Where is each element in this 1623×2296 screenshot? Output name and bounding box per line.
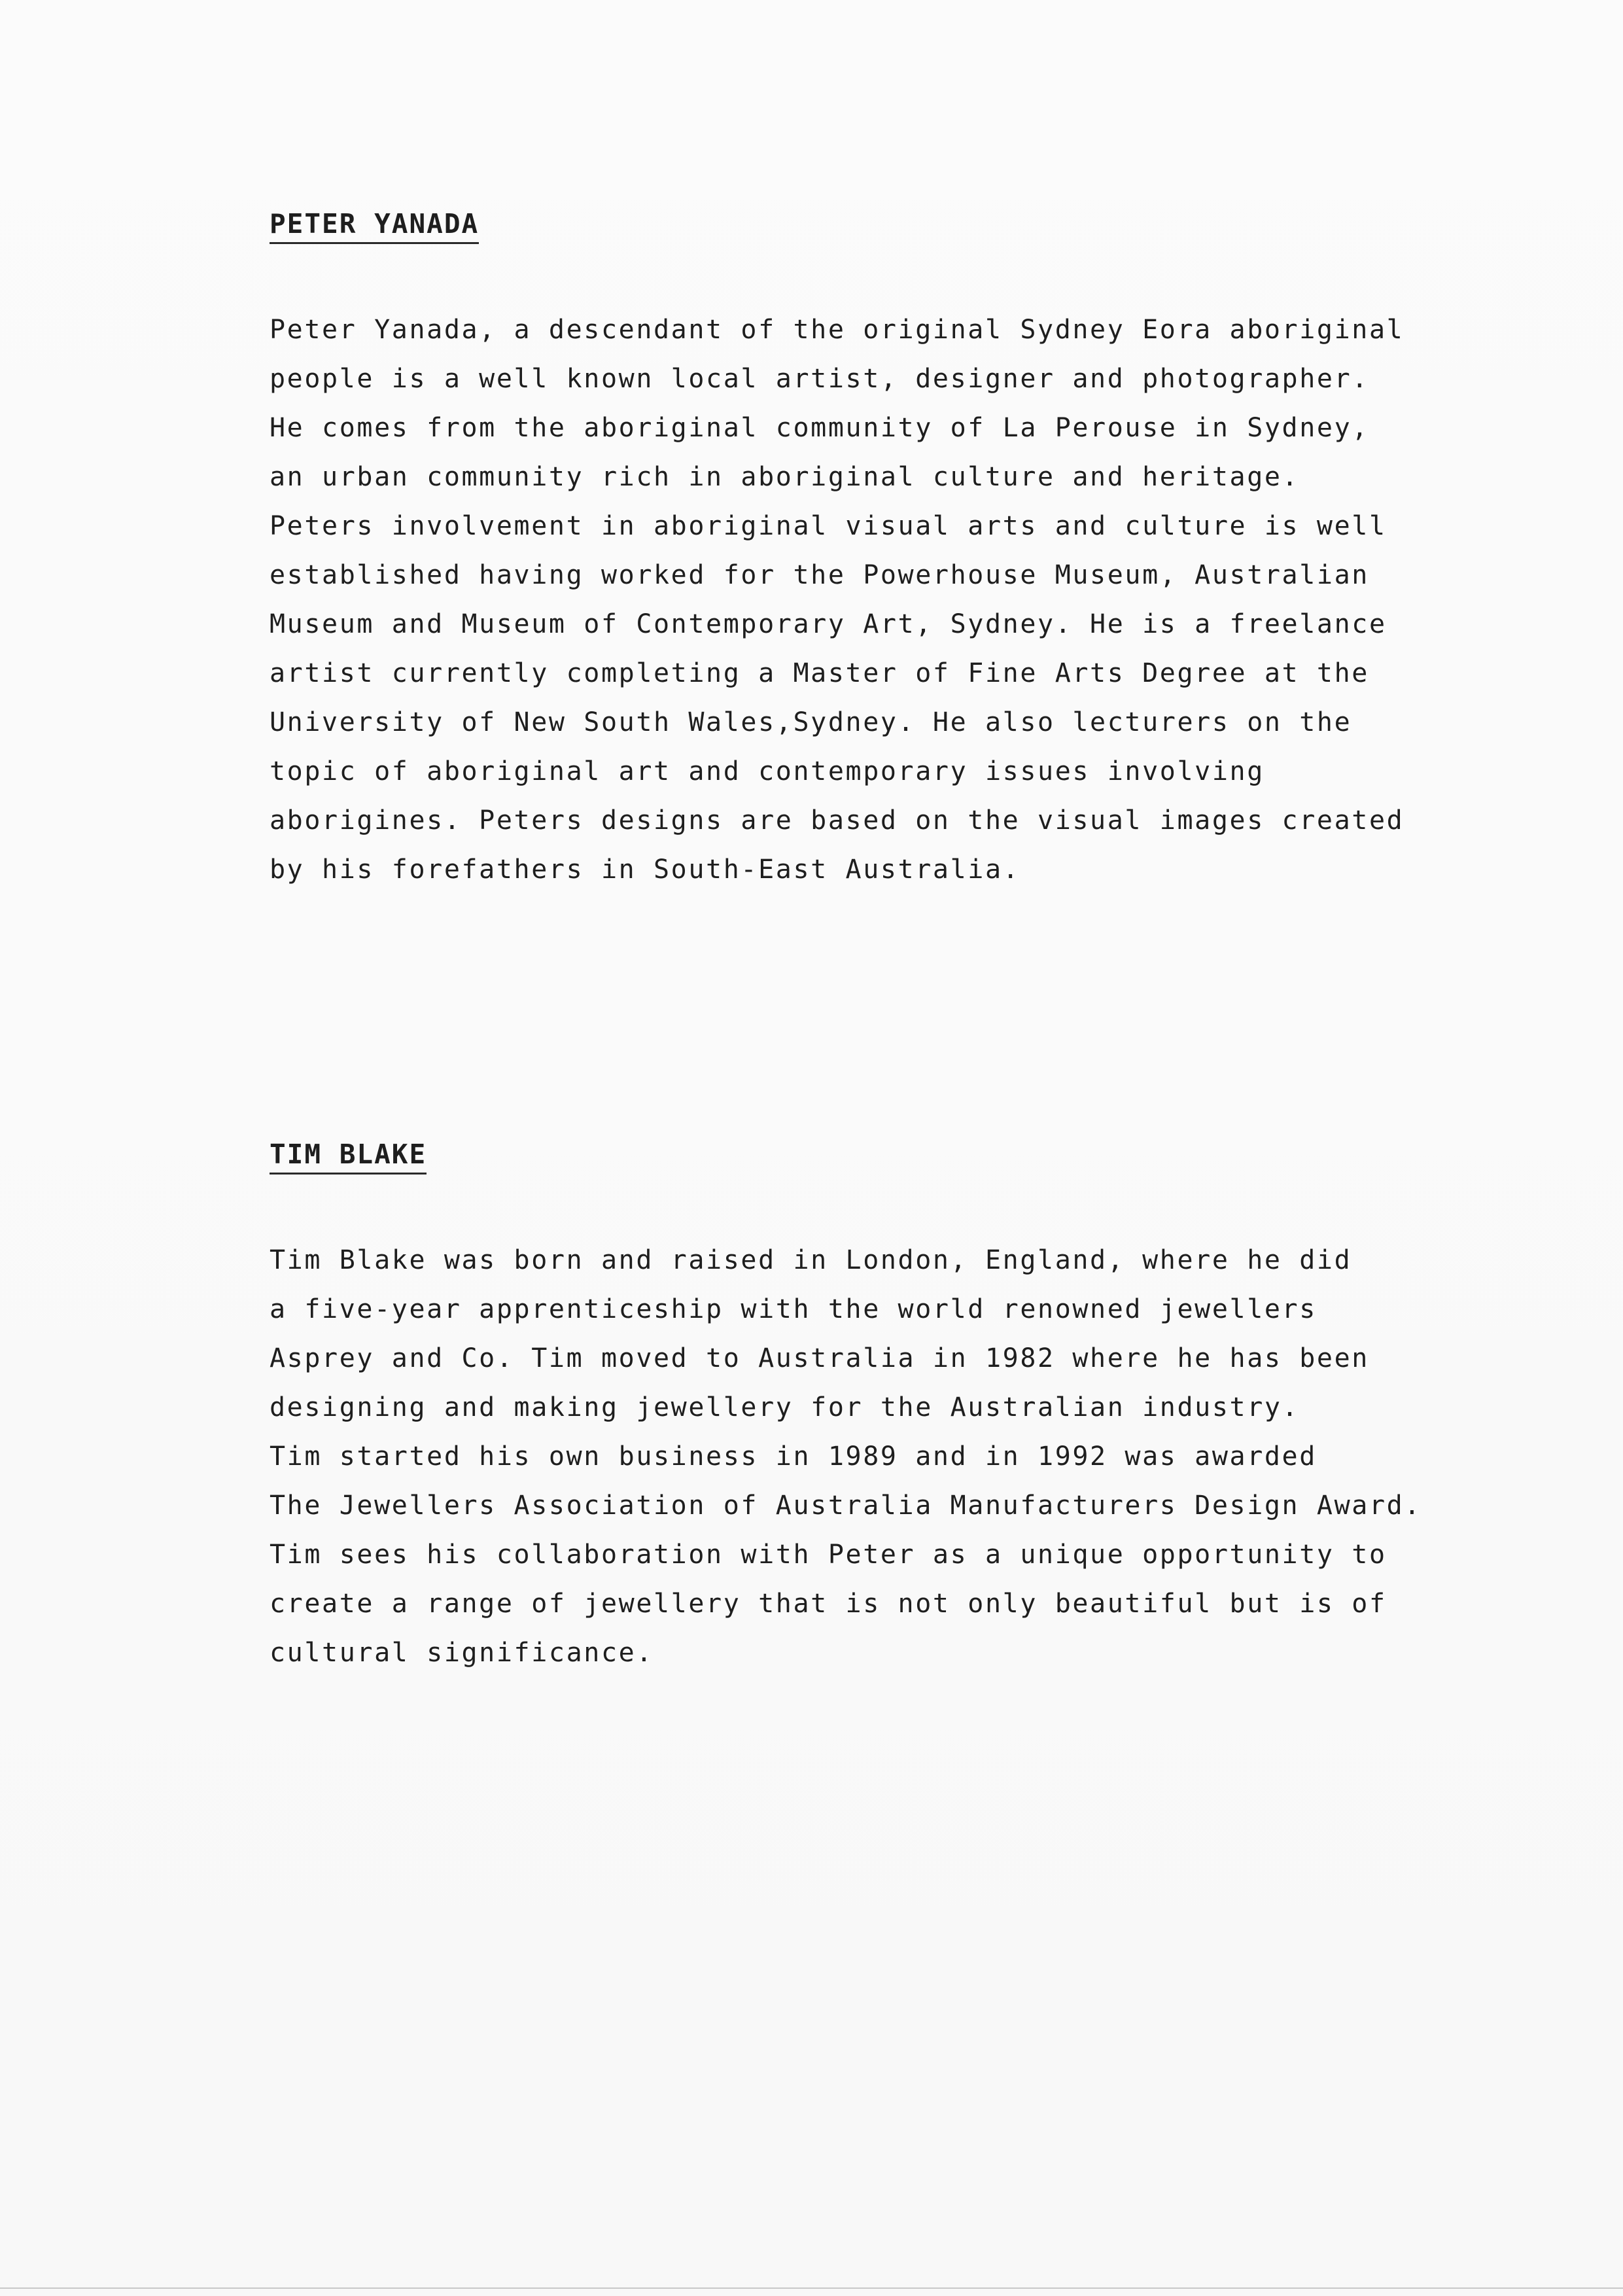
text-line: cultural significance. bbox=[270, 1638, 654, 1668]
text-line: Tim started his own business in 1989 and in 1992 was awarded bbox=[270, 1441, 1317, 1472]
text-line: He comes from the aboriginal community of La Perouse in Sydney, bbox=[270, 413, 1369, 443]
section-tim-blake bbox=[270, 1139, 1578, 1678]
section-heading: TIM BLAKE bbox=[270, 1139, 427, 1174]
text-line: Museum and Museum of Contemporary Art, Sydney. He is a freelance bbox=[270, 609, 1387, 639]
biography-paragraph bbox=[270, 1236, 1578, 1678]
page-bottom-edge bbox=[0, 2287, 1623, 2289]
text-line: designing and making jewellery for the Australian industry. bbox=[270, 1392, 1300, 1422]
text-line: a five-year apprenticeship with the world renowned jewellers bbox=[270, 1294, 1317, 1324]
text-line: Asprey and Co. Tim moved to Australia in 1982 where he has been bbox=[270, 1343, 1369, 1373]
text-line: The Jewellers Association of Australia Manufacturers Design Award. bbox=[270, 1491, 1422, 1521]
text-line: established having worked for the Powerhouse Museum, Australian bbox=[270, 560, 1369, 590]
text-line: artist currently completing a Master of Fine Arts Degree at the bbox=[270, 658, 1369, 688]
text-line: by his forefathers in South-East Australia. bbox=[270, 855, 1021, 885]
text-line: Tim Blake was born and raised in London, England, where he did bbox=[270, 1245, 1352, 1275]
text-line: Peter Yanada, a descendant of the original Sydney Eora aboriginal bbox=[270, 315, 1405, 345]
text-line: Peters involvement in aboriginal visual arts and culture is well bbox=[270, 511, 1387, 541]
text-line: people is a well known local artist, designer and photographer. bbox=[270, 364, 1369, 394]
text-line: topic of aboriginal art and contemporary issues involving bbox=[270, 756, 1265, 786]
text-line: Tim sees his collaboration with Peter as a unique opportunity to bbox=[270, 1540, 1387, 1570]
text-line: aborigines. Peters designs are based on the visual images created bbox=[270, 805, 1405, 836]
section-peter-yanada bbox=[270, 208, 1578, 894]
text-line: create a range of jewellery that is not only beautiful but is of bbox=[270, 1589, 1387, 1619]
section-heading: PETER YANADA bbox=[270, 208, 479, 244]
text-line: University of New South Wales,Sydney. He also lecturers on the bbox=[270, 707, 1352, 737]
biography-paragraph bbox=[270, 306, 1578, 894]
text-line: an urban community rich in aboriginal culture and heritage. bbox=[270, 462, 1300, 492]
